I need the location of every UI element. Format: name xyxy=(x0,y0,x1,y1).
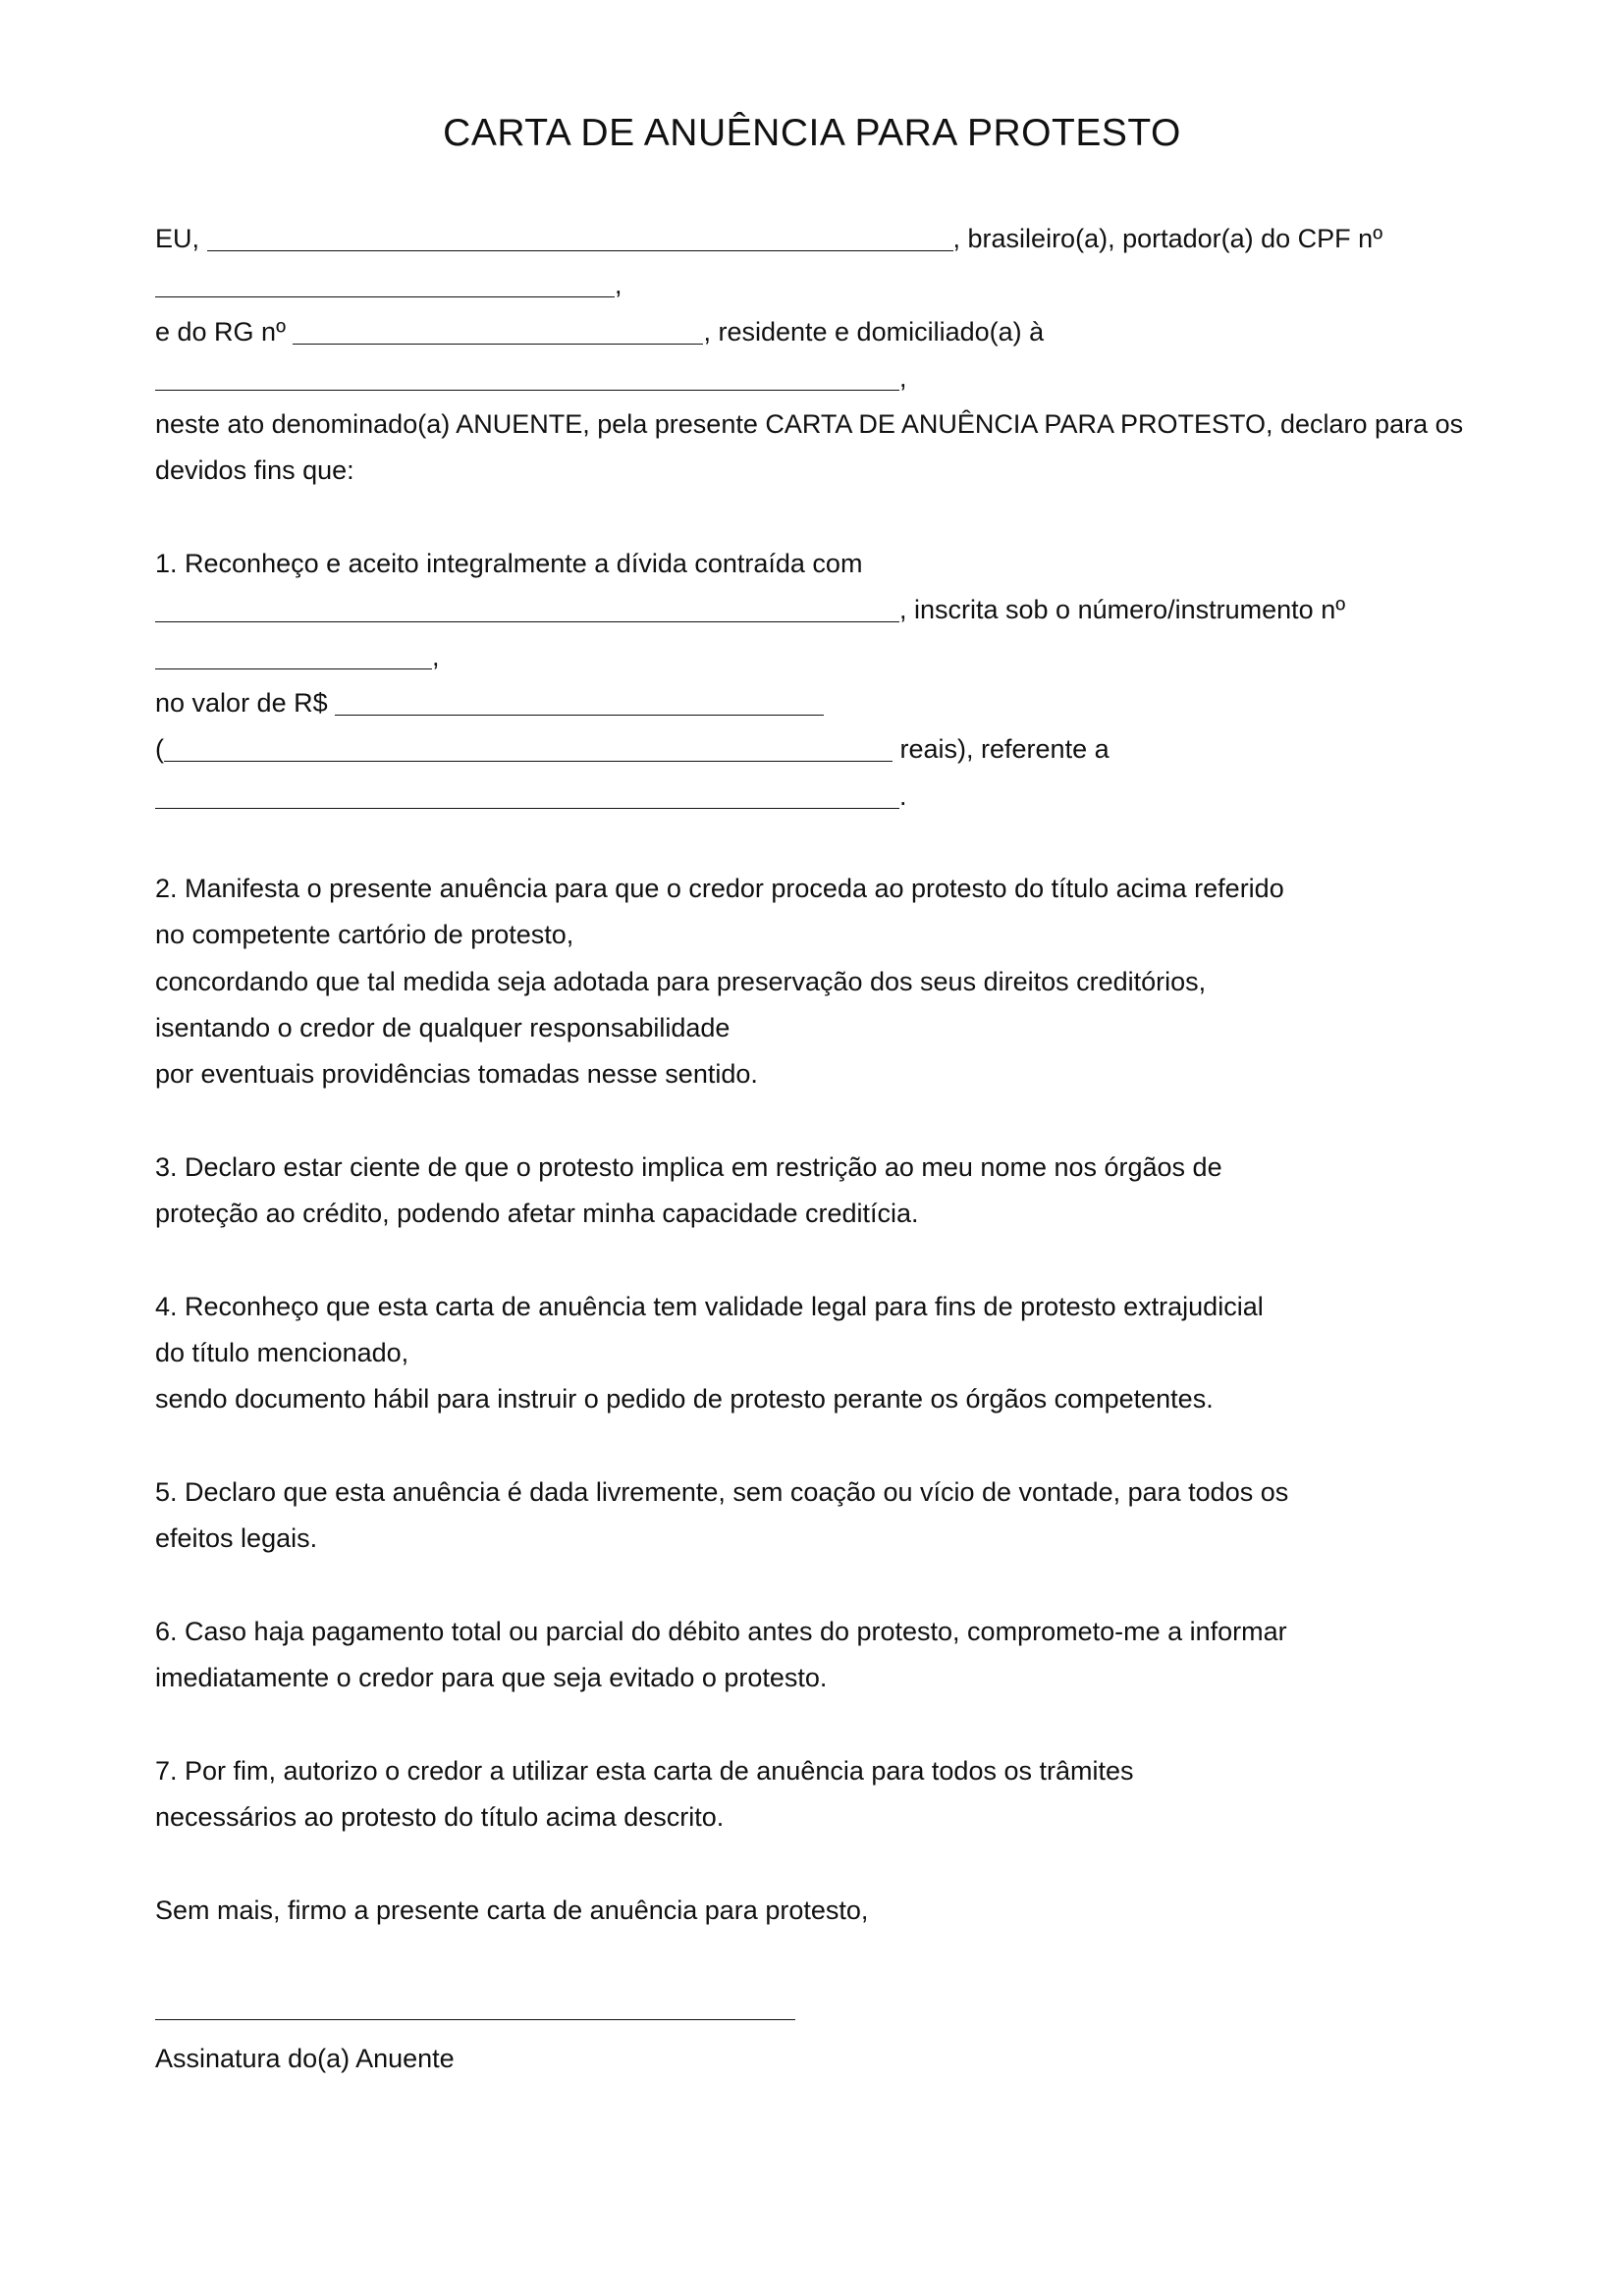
reference-blank[interactable] xyxy=(155,786,899,809)
intro-eu-label: EU, xyxy=(155,224,200,253)
document-title: CARTA DE ANUÊNCIA PARA PROTESTO xyxy=(443,112,1181,154)
creditor-blank[interactable] xyxy=(155,600,899,622)
item-5-line-2: efeitos legais. xyxy=(155,1523,318,1554)
value-in-words-blank[interactable] xyxy=(164,739,893,762)
intro-comma: , xyxy=(615,270,623,300)
intro-comma: , xyxy=(899,362,907,393)
intro-line-5: neste ato denominado(a) ANUENTE, pela presente CARTA DE ANUÊNCIA PARA PROTESTO, declaro para os xyxy=(155,409,1464,440)
closing-line: Sem mais, firmo a presente carta de anuência para protesto, xyxy=(155,1895,869,1925)
item-1-reais-label: reais), referente a xyxy=(893,734,1110,765)
intro-line-1 xyxy=(155,216,1579,262)
item-1-line-2 xyxy=(155,587,1579,633)
item-1-line-4 xyxy=(155,680,1579,726)
item-4-line-1: 4. Reconheço que esta carta de anuência tem validade legal para fins de protesto extrajudicial xyxy=(155,1291,1264,1321)
signature-line[interactable] xyxy=(155,2019,795,2020)
item-1-comma: , xyxy=(432,641,440,671)
item-1-line-5 xyxy=(155,726,1579,773)
item-1-value-label: no valor de R$ xyxy=(155,687,328,718)
item-4-line-3: sendo documento hábil para instruir o pedido de protesto perante os órgãos competentes. xyxy=(155,1384,1214,1415)
intro-line-4 xyxy=(155,355,1579,401)
cpf-blank[interactable] xyxy=(155,275,615,297)
item-2-line-5: por eventuais providências tomadas nesse sentido. xyxy=(155,1059,758,1090)
value-blank[interactable] xyxy=(335,693,824,716)
document-body xyxy=(155,216,1579,1934)
item-4-line-2: do título mencionado, xyxy=(155,1338,409,1368)
item-1-period: . xyxy=(899,780,907,811)
item-1-instrument-label: , inscrita sob o número/instrumento nº xyxy=(899,595,1346,625)
item-2-line-2: no competente cartório de protesto, xyxy=(155,920,574,950)
item-7-line-2: necessários ao protesto do título acima descrito. xyxy=(155,1802,725,1833)
signature-label: Assinatura do(a) Anuente xyxy=(155,2044,455,2073)
address-blank[interactable] xyxy=(155,368,899,391)
item-7-line-1: 7. Por fim, autorizo o credor a utilizar esta carta de anuência para todos os trâmites xyxy=(155,1755,1134,1786)
intro-cpf-label: , brasileiro(a), portador(a) do CPF nº xyxy=(952,224,1383,253)
item-5-line-1: 5. Declaro que esta anuência é dada livremente, sem coação ou vício de vontade, para todos os xyxy=(155,1477,1289,1508)
item-2-line-3: concordando que tal medida seja adotada para preservação dos seus direitos creditórios, xyxy=(155,966,1207,996)
item-2-line-1: 2. Manifesta o presente anuência para que o credor proceda ao protesto do título acima referido xyxy=(155,874,1284,904)
item-1-line-3 xyxy=(155,634,1579,680)
intro-rg-label: e do RG nº xyxy=(155,316,286,347)
instrument-number-blank[interactable] xyxy=(155,647,432,669)
item-6-line-1: 6. Caso haja pagamento total ou parcial do débito antes do protesto, comprometo-me a informar xyxy=(155,1616,1287,1646)
item-3-line-2: proteção ao crédito, podendo afetar minha capacidade creditícia. xyxy=(155,1199,919,1229)
item-1-line-1: 1. Reconheço e aceito integralmente a dívida contraída com xyxy=(155,549,863,579)
intro-residence-label: , residente e domiciliado(a) à xyxy=(703,316,1045,347)
item-6-line-2: imediatamente o credor para que seja evitado o protesto. xyxy=(155,1663,828,1693)
intro-line-6: devidos fins que: xyxy=(155,455,354,486)
item-1-line-6 xyxy=(155,774,1579,820)
item-1-open-paren: ( xyxy=(155,734,164,765)
intro-line-2 xyxy=(155,262,1579,308)
intro-line-3 xyxy=(155,309,1579,355)
item-2-line-4: isentando o credor de qualquer responsabilidade xyxy=(155,1013,731,1043)
item-3-line-1: 3. Declaro estar ciente de que o protesto implica em restrição ao meu nome nos órgãos de xyxy=(155,1151,1222,1182)
rg-blank[interactable] xyxy=(293,322,703,345)
name-blank[interactable] xyxy=(207,229,953,251)
